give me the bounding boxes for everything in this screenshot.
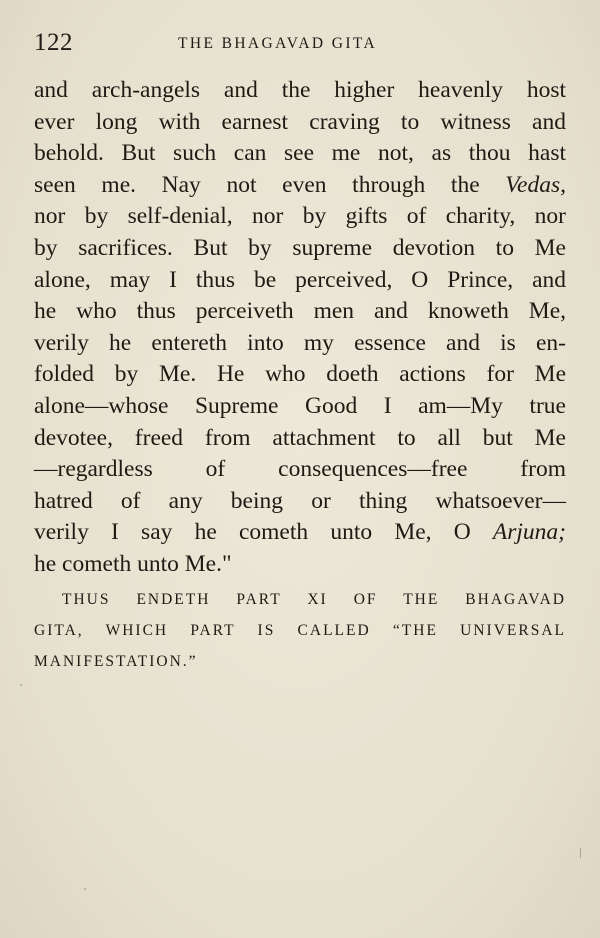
text-line: alone, may I thus be perceived, O Prince, and [34,266,566,293]
colophon-line: MANIFESTATION.” [34,653,198,670]
text-line: ever long with earnest craving to witness and [34,108,566,135]
paper-speck [20,684,22,686]
text-line: he cometh unto Me." [34,550,232,577]
text-line: behold. But such can see me not, as thou hast [34,140,566,167]
paper-speck [84,888,86,890]
text-line: nor by self-denial, nor by gifts of charity, nor [34,203,566,230]
text-line: and arch-angels and the higher heavenly host [34,77,566,103]
running-head: THE BHAGAVAD GITA [178,35,378,52]
text-line: seen me. Nay not even through the Vedas, [34,171,566,198]
colophon [34,584,566,677]
text-line: he who thus perceiveth men and knoweth Me, [34,298,566,325]
page-number: 122 [34,29,73,56]
colophon-line: GITA, WHICH PART IS CALLED “THE UNIVERSAL [34,622,566,639]
page-header [34,28,566,58]
text-line: hatred of any being or thing whatsoever— [34,487,566,514]
italic-word: Arjuna; [492,519,566,546]
text-line: alone—whose Supreme Good I am—My true [34,392,566,419]
body-text [34,75,566,581]
text-line: folded by Me. He who doeth actions for Me [34,361,566,388]
text-line: verily I say he cometh unto Me, O Arjuna; [34,519,566,546]
text-line: —regardless of consequences—free from [34,456,566,483]
text-line: devotee, freed from attachment to all but Me [34,424,566,451]
text-line: by sacrifices. But by supreme devotion to Me [34,234,566,261]
text-line: verily he entereth into my essence and is en- [34,329,566,356]
colophon-line: THUS ENDETH PART XI OF THE BHAGAVAD [62,591,566,608]
italic-word: Vedas, [505,171,566,198]
paper-speck [580,848,581,858]
